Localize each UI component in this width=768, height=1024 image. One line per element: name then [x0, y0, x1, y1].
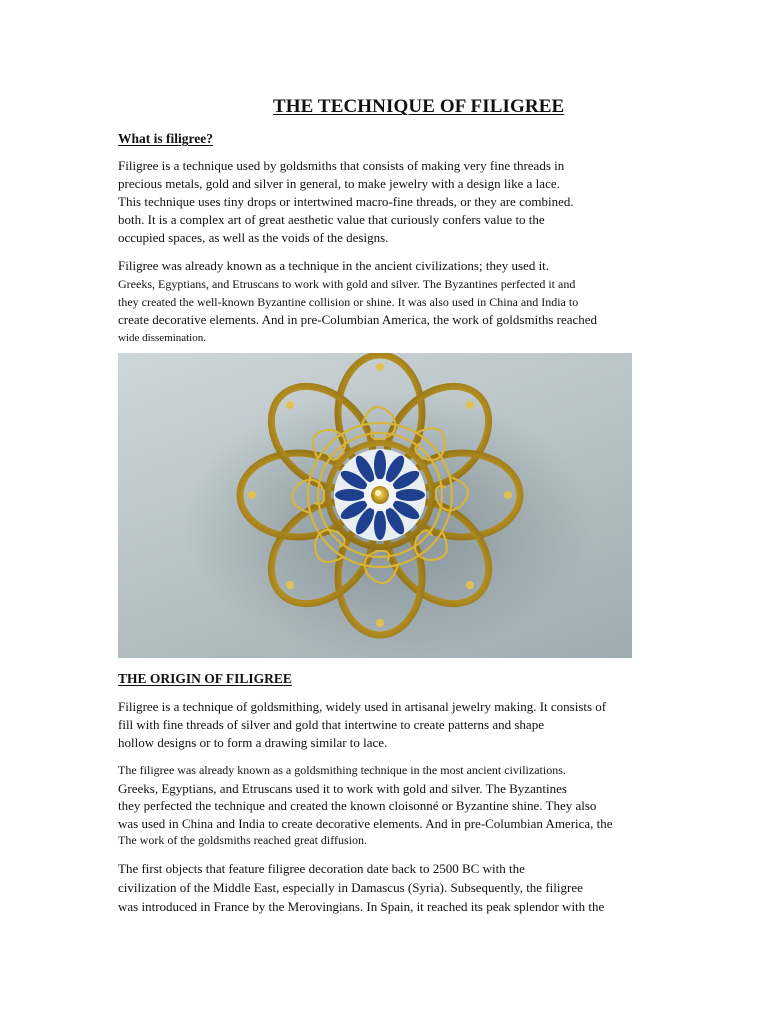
- section-heading-what-is-filigree: What is filigree?: [118, 131, 213, 146]
- filigree-brooch-photo: [118, 353, 632, 658]
- paragraph-origin-history: [118, 762, 678, 850]
- text-line: Greeks, Egyptians, and Etruscans to work with gold and silver. The Byzantines perfected it and: [118, 277, 576, 291]
- text-line: fill with fine threads of silver and gold that intertwine to create patterns and shape: [118, 717, 544, 732]
- paragraph-origin-definition: [118, 698, 678, 752]
- paragraph-history: [118, 257, 678, 347]
- text-line: wide dissemination.: [118, 332, 206, 344]
- text-line: hollow designs or to form a drawing similar to lace.: [118, 735, 388, 750]
- document-title: THE TECHNIQUE OF FILIGREE: [273, 96, 565, 117]
- text-line: occupied spaces, as well as the voids of the designs.: [118, 230, 389, 245]
- text-line: The first objects that feature filigree decoration date back to 2500 BC with the: [118, 861, 525, 876]
- text-line: Greeks, Egyptians, and Etruscans used it to work with gold and silver. The Byzantines: [118, 780, 567, 796]
- text-line: both. It is a complex art of great aesthetic value that curiously confers value to the: [118, 212, 545, 227]
- text-line: civilization of the Middle East, especially in Damascus (Syria). Subsequently, the filigree: [118, 880, 583, 895]
- paragraph-first-objects: [118, 859, 678, 916]
- text-line: was introduced in France by the Merovingians. In Spain, it reached its peak splendor with the: [118, 899, 605, 914]
- text-line: Filigree was already known as a technique in the ancient civilizations; they used it.: [118, 258, 550, 273]
- text-line: they created the well-known Byzantine collision or shine. It was also used in China and India to: [118, 295, 579, 309]
- text-line: Filigree is a technique used by goldsmiths that consists of making very fine threads in: [118, 158, 565, 173]
- text-line: The filigree was already known as a goldsmithing technique in the most ancient civilizations.: [118, 763, 566, 777]
- text-line: they perfected the technique and created the known cloisonné or Byzantine shine. They also: [118, 798, 597, 813]
- text-line: create decorative elements. And in pre-Columbian America, the work of goldsmiths reached: [118, 312, 598, 327]
- paragraph-definition: [118, 157, 678, 247]
- text-line: The work of the goldsmiths reached great diffusion.: [118, 833, 368, 847]
- filigree-brooch-icon: [118, 353, 632, 658]
- section-heading-origin: THE ORIGIN OF FILIGREE: [118, 671, 292, 686]
- text-line: was used in China and India to create decorative elements. And in pre-Columbian America, the: [118, 815, 613, 831]
- text-line: precious metals, gold and silver in general, to make jewelry with a design like a lace.: [118, 176, 560, 191]
- text-line: This technique uses tiny drops or intertwined macro-fine threads, or they are combined.: [118, 194, 574, 209]
- text-line: Filigree is a technique of goldsmithing, widely used in artisanal jewelry making. It consists of: [118, 699, 607, 714]
